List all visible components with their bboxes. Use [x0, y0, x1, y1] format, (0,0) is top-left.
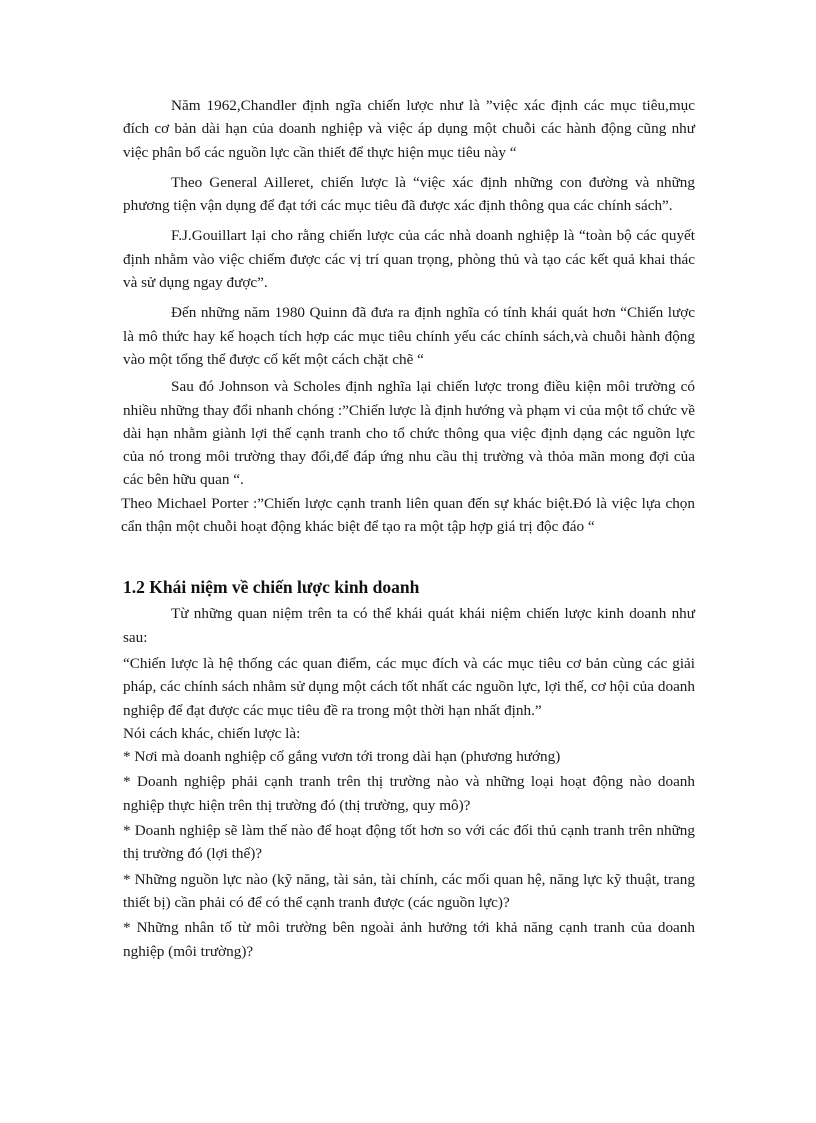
paragraph-chandler: Năm 1962,Chandler định ngĩa chiến lược như là ”việc xác định các mục tiêu,mục đích cơ bản dài hạn của doanh nghiệp và việc áp dụng một chuỗi các hành động cũng như việc phân bổ các nguồn lực cần thiết để thực hiện mục tiêu này “: [123, 97, 695, 161]
paragraph-johnson-scholes: Sau đó Johnson và Scholes định nghĩa lại chiến lược trong điều kiện môi trường có nhiều những thay đổi nhanh chóng :”Chiến lược là định hướng và phạm vi của một tổ chức về dài hạn nhằm giành lợi thế cạnh tranh cho tổ chức thông qua việc định dạng các nguồn lực của nó trong môi trường thay đổi,để đáp ứng nhu cầu thị trường và thỏa mãn mong đợi của các bên hữu quan “.: [123, 378, 695, 489]
paragraph-porter: Theo Michael Porter :”Chiến lược cạnh tranh liên quan đến sự khác biệt.Đó là việc lựa chọn cẩn thận một chuỗi hoạt động khác biệt để tạo ra một tập hợp giá trị độc đáo “: [121, 494, 695, 536]
section-heading: 1.2 Khái niệm về chiến lược kinh doanh: [123, 577, 420, 598]
bullet-list: [123, 745, 695, 963]
list-item: * Doanh nghiệp sẽ làm thế nào để hoạt động tốt hơn so với các đối thủ cạnh tranh trên những thị trường đó (lợi thế)?: [123, 822, 695, 863]
paragraph-definition: “Chiến lược là hệ thống các quan điểm, các mục đích và các mục tiêu cơ bản cùng các giải pháp, các chính sách nhằm sử dụng một cách tốt nhất các nguồn lực, lợi thế, cơ hội của doanh nghiệp để đạt được các mục tiêu đề ra trong một thời hạn nhất định.”: [123, 654, 695, 719]
paragraph-quinn: Đến những năm 1980 Quinn đã đưa ra định nghĩa có tính khái quát hơn “Chiến lược là mô thức hay kế hoạch tích hợp các mục tiêu chính yếu các chính sách,và chuỗi hành động vào một tổng thể được cố kết một cách chặt chẽ “: [123, 304, 695, 368]
list-item: * Nơi mà doanh nghiệp cố gắng vươn tới trong dài hạn (phương hướng): [123, 748, 561, 766]
paragraph-gouillart: F.J.Gouillart lại cho rằng chiến lược của các nhà doanh nghiệp là “toàn bộ các quyết định nhằm vào việc chiếm được các vị trí quan trọng, phòng thủ và tạo các kết quả khai thác và sử dụng ngay được”.: [123, 227, 695, 292]
list-item: * Những nguồn lực nào (kỹ năng, tài sản, tài chính, các mối quan hệ, năng lực kỹ thuật, trang thiết bị) cần phải có để có thể cạnh tranh được (các nguồn lực)?: [123, 870, 695, 911]
paragraph-intro: Từ những quan niệm trên ta có thể khái quát khái niệm chiến lược kinh doanh như sau:: [123, 605, 695, 646]
paragraph-ailleret: Theo General Ailleret, chiến lược là “việc xác định những con đường và những phương tiện vận dụng để đạt tới các mục tiêu đã được xác định thông qua các chính sách”.: [123, 173, 695, 215]
paragraph-other-words: Nói cách khác, chiến lược là:: [123, 724, 301, 742]
document-page: [123, 94, 695, 965]
list-item: * Doanh nghiệp phải cạnh tranh trên thị trường nào và những loại hoạt động nào doanh nghiệp thực hiện trên thị trường đó (thị trường, quy mô)?: [123, 773, 695, 814]
list-item: * Những nhân tố từ môi trường bên ngoài ảnh hưởng tới khả năng cạnh tranh của doanh nghiệp (môi trường)?: [123, 919, 695, 960]
